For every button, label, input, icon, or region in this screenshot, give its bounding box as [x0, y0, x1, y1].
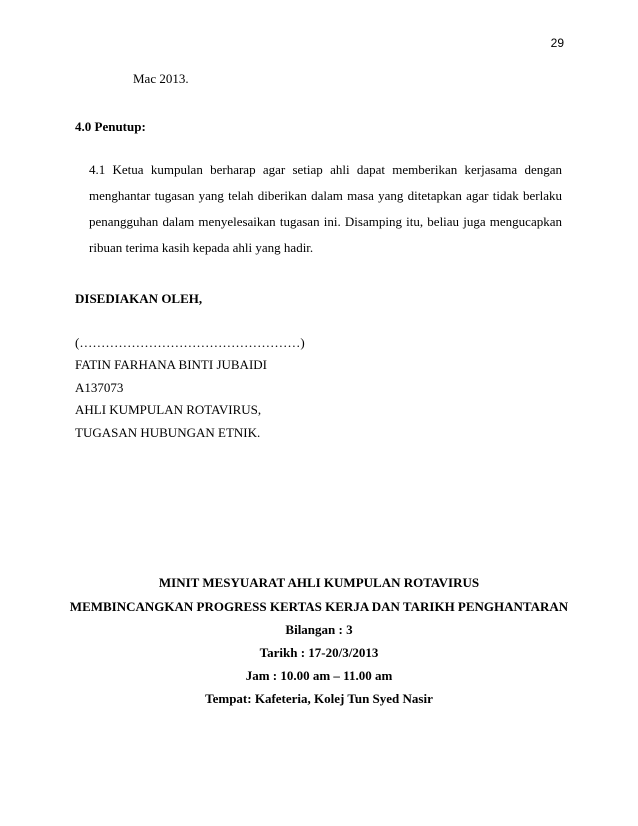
- minutes-subtitle: MEMBINCANGKAN PROGRESS KERTAS KERJA DAN TARIKH PENGHANTARAN: [69, 599, 569, 614]
- paragraph-4-1: 4.1 Ketua kumpulan berharap agar setiap ahli dapat memberikan kerjasama dengan menghantar tugasan yang telah diberikan dalam masa yang ditetapkan agar tidak berlaku penangguhan dalam menyelesaikan tugasan ini. Disamping itu, beliau juga mengucapkan ribuan terima kasih kepada ahli yang hadir.: [89, 162, 562, 255]
- prepared-by-heading: DISEDIAKAN OLEH,: [75, 291, 203, 306]
- minutes-place: Tempat: Kafeteria, Kolej Tun Syed Nasir: [205, 691, 433, 706]
- minutes-date: Tarikh : 17-20/3/2013: [259, 645, 379, 660]
- preparer-role: AHLI KUMPULAN ROTAVIRUS,: [75, 402, 262, 417]
- minutes-time: Jam : 10.00 am – 11.00 am: [245, 668, 393, 683]
- preparer-name: FATIN FARHANA BINTI JUBAIDI: [75, 357, 267, 372]
- page-number: 29: [550, 36, 564, 50]
- signature-line: (……………………………………………): [75, 335, 305, 350]
- minutes-number: Bilangan : 3: [285, 622, 353, 637]
- date-fragment: Mac 2013.: [133, 71, 189, 86]
- minutes-title: MINIT MESYUARAT AHLI KUMPULAN ROTAVIRUS: [158, 575, 480, 590]
- preparer-assignment: TUGASAN HUBUNGAN ETNIK.: [75, 425, 261, 440]
- preparer-matric: A137073: [75, 380, 124, 395]
- section-heading: 4.0 Penutup:: [75, 119, 146, 134]
